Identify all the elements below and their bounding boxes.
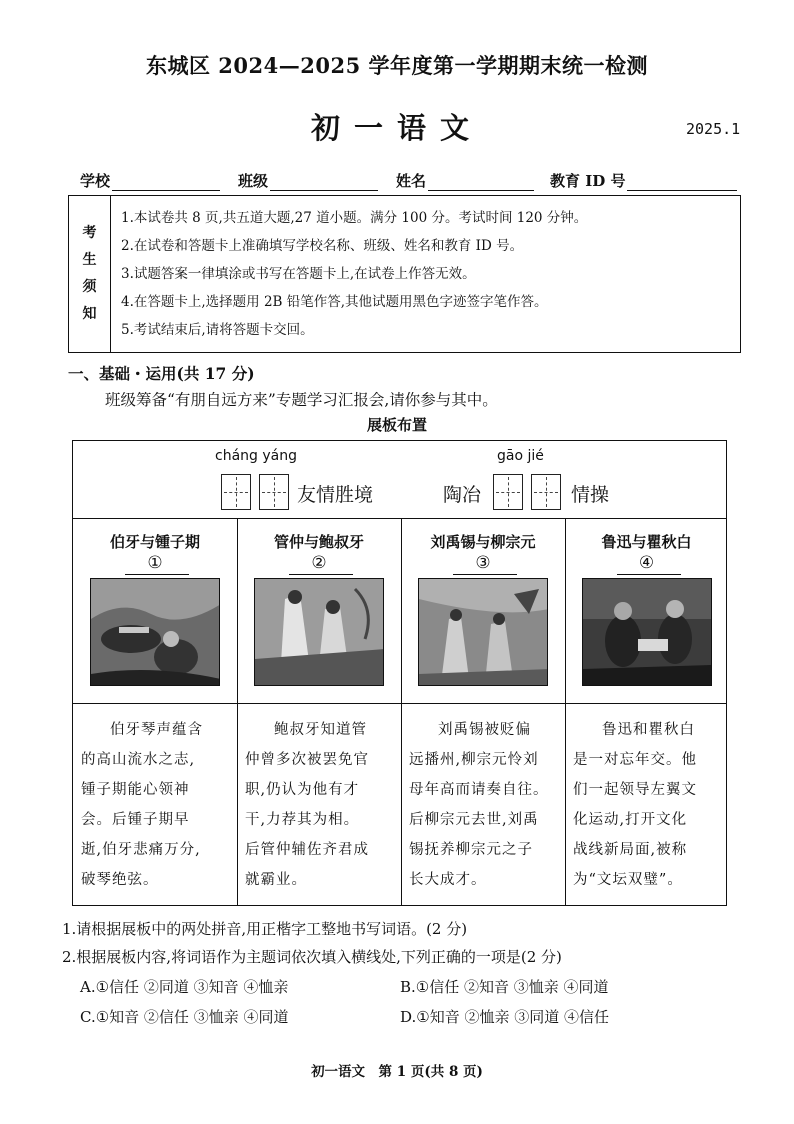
option-c[interactable]: C.①知音 ②信任 ③恤亲 ④同道 — [80, 1008, 289, 1026]
description-line: 战线新局面,被称 — [573, 842, 688, 858]
notice-side-char: 考 — [82, 225, 97, 241]
description-line: 的高山流水之志, — [81, 752, 196, 768]
description-line: 锺子期能心领神 — [81, 782, 190, 798]
column-title: 管仲与鲍叔牙 — [273, 533, 364, 551]
board-divider — [73, 518, 726, 519]
description-line: 母年高而请奏自往。 — [409, 782, 549, 798]
description-line: 干,力荐其为相。 — [245, 812, 360, 828]
column-number: ② — [311, 553, 327, 573]
painting-luxun-quqiubai — [582, 578, 712, 686]
column-description — [409, 715, 557, 895]
notice-rule: 1.本试卷共 8 页,共五道大题,27 道小题。满分 100 分。考试时间 120 分钟。 — [121, 210, 588, 226]
board-divider — [73, 703, 726, 704]
notice-side-char: 知 — [82, 306, 97, 322]
painting-liuyuxi-liuzongyuan — [418, 578, 548, 686]
page-footer: 初一语文 第 1 页(共 8 页) — [311, 1064, 483, 1080]
banner-prefix-2: 陶冶 — [443, 484, 482, 506]
notice-rule: 3.试题答案一律填涂或书写在答题卡上,在试卷上作答无效。 — [121, 266, 476, 282]
description-line: 破琴绝弦。 — [81, 872, 159, 888]
name-label: 姓名 — [396, 172, 427, 190]
answer-blank[interactable] — [617, 574, 681, 575]
edu-id-field — [550, 170, 737, 191]
description-line: 为“文坛双璧”。 — [573, 872, 683, 888]
column-title: 鲁迅与瞿秋白 — [601, 533, 692, 551]
pinyin-gaojie: gāo jié — [497, 448, 544, 464]
exam-notice-box — [68, 195, 741, 353]
column-number: ④ — [638, 553, 655, 573]
description-line: 鲍叔牙知道管 — [274, 722, 367, 738]
column-description — [245, 715, 393, 895]
notice-side-char: 生 — [82, 252, 97, 268]
notice-rules — [121, 204, 731, 344]
school-field — [80, 170, 220, 191]
column-title: 伯牙与锺子期 — [109, 533, 200, 551]
notice-side-label — [69, 196, 111, 352]
writing-box[interactable] — [531, 474, 561, 510]
answer-blank[interactable] — [125, 574, 189, 575]
description-line: 锡抚养柳宗元之子 — [409, 842, 533, 858]
subject-title: 初一语文 — [310, 111, 483, 145]
column-description — [573, 715, 721, 895]
board-column-divider — [401, 518, 402, 905]
option-a[interactable]: A.①信任 ②同道 ③知音 ④恤亲 — [80, 978, 289, 996]
description-line: 是一对忘年交。他 — [573, 752, 697, 768]
writing-box[interactable] — [493, 474, 523, 510]
board-column-divider — [565, 518, 566, 905]
description-line: 职,仍认为他有才 — [245, 782, 360, 798]
description-line: 伯牙琴声蕴含 — [110, 722, 203, 738]
question-1: 1.请根据展板中的两处拼音,用正楷字工整地书写词语。(2 分) — [62, 920, 468, 938]
school-blank[interactable] — [112, 173, 220, 191]
description-line: 长大成才。 — [409, 872, 487, 888]
option-b[interactable]: B.①信任 ②知音 ③恤亲 ④同道 — [400, 978, 609, 996]
description-line: 后管仲辅佐齐君成 — [245, 842, 369, 858]
description-line: 远播州,柳宗元怜刘 — [409, 752, 539, 768]
description-line: 会。后锺子期早 — [81, 812, 190, 828]
banner-phrase-1: 友情胜境 — [297, 484, 374, 506]
class-label: 班级 — [238, 172, 269, 190]
edu-id-blank[interactable] — [627, 173, 737, 191]
description-line: 鲁迅和瞿秋白 — [602, 722, 695, 738]
board-column-divider — [237, 518, 238, 905]
writing-box[interactable] — [221, 474, 251, 510]
section-intro: 班级筹备“有朋自远方来”专题学习汇报会,请你参与其中。 — [105, 391, 498, 409]
description-line: 仲曾多次被罢免官 — [245, 752, 369, 768]
edu-id-label: 教育 ID 号 — [550, 172, 626, 190]
name-field — [396, 170, 534, 191]
pinyin-changyang: cháng yáng — [215, 448, 297, 464]
banner-phrase-2: 情操 — [571, 484, 610, 506]
description-line: 就霸业。 — [245, 872, 307, 888]
painting-guanzhong-baoshuya — [254, 578, 384, 686]
notice-rule: 4.在答题卡上,选择题用 2B 铅笔作答,其他试题用黑色字迹签字笔作答。 — [121, 294, 548, 310]
column-number: ③ — [475, 553, 491, 573]
class-blank[interactable] — [270, 173, 378, 191]
answer-blank[interactable] — [289, 574, 353, 575]
answer-blank[interactable] — [453, 574, 517, 575]
description-line: 后柳宗元去世,刘禹 — [409, 812, 539, 828]
exam-date: 2025.1 — [686, 120, 741, 138]
description-line: 们一起领导左翼文 — [573, 782, 697, 798]
exhibition-board — [72, 440, 727, 906]
column-description — [81, 715, 229, 895]
column-title: 刘禹锡与柳宗元 — [430, 533, 536, 551]
notice-side-char: 须 — [82, 279, 97, 295]
exam-title: 东城区 2024—2025 学年度第一学期期末统一检测 — [145, 53, 648, 78]
question-2: 2.根据展板内容,将词语作为主题词依次填入横线处,下列正确的一项是(2 分) — [62, 948, 562, 966]
name-blank[interactable] — [428, 173, 534, 191]
description-line: 化运动,打开文化 — [573, 812, 688, 828]
description-line: 逝,伯牙悲痛万分, — [81, 842, 201, 858]
description-line: 刘禹锡被贬偏 — [438, 722, 531, 738]
column-number: ① — [147, 553, 163, 573]
option-d[interactable]: D.①知音 ②恤亲 ③同道 ④信任 — [400, 1008, 610, 1026]
painting-boya-ziqi — [90, 578, 220, 686]
class-field — [238, 170, 378, 191]
school-label: 学校 — [80, 172, 111, 190]
writing-box[interactable] — [259, 474, 289, 510]
notice-rule: 5.考试结束后,请将答题卡交回。 — [121, 322, 314, 338]
board-title: 展板布置 — [366, 416, 427, 434]
notice-rule: 2.在试卷和答题卡上准确填写学校名称、班级、姓名和教育 ID 号。 — [121, 238, 524, 254]
section-heading: 一、基础・运用(共 17 分) — [68, 364, 255, 383]
